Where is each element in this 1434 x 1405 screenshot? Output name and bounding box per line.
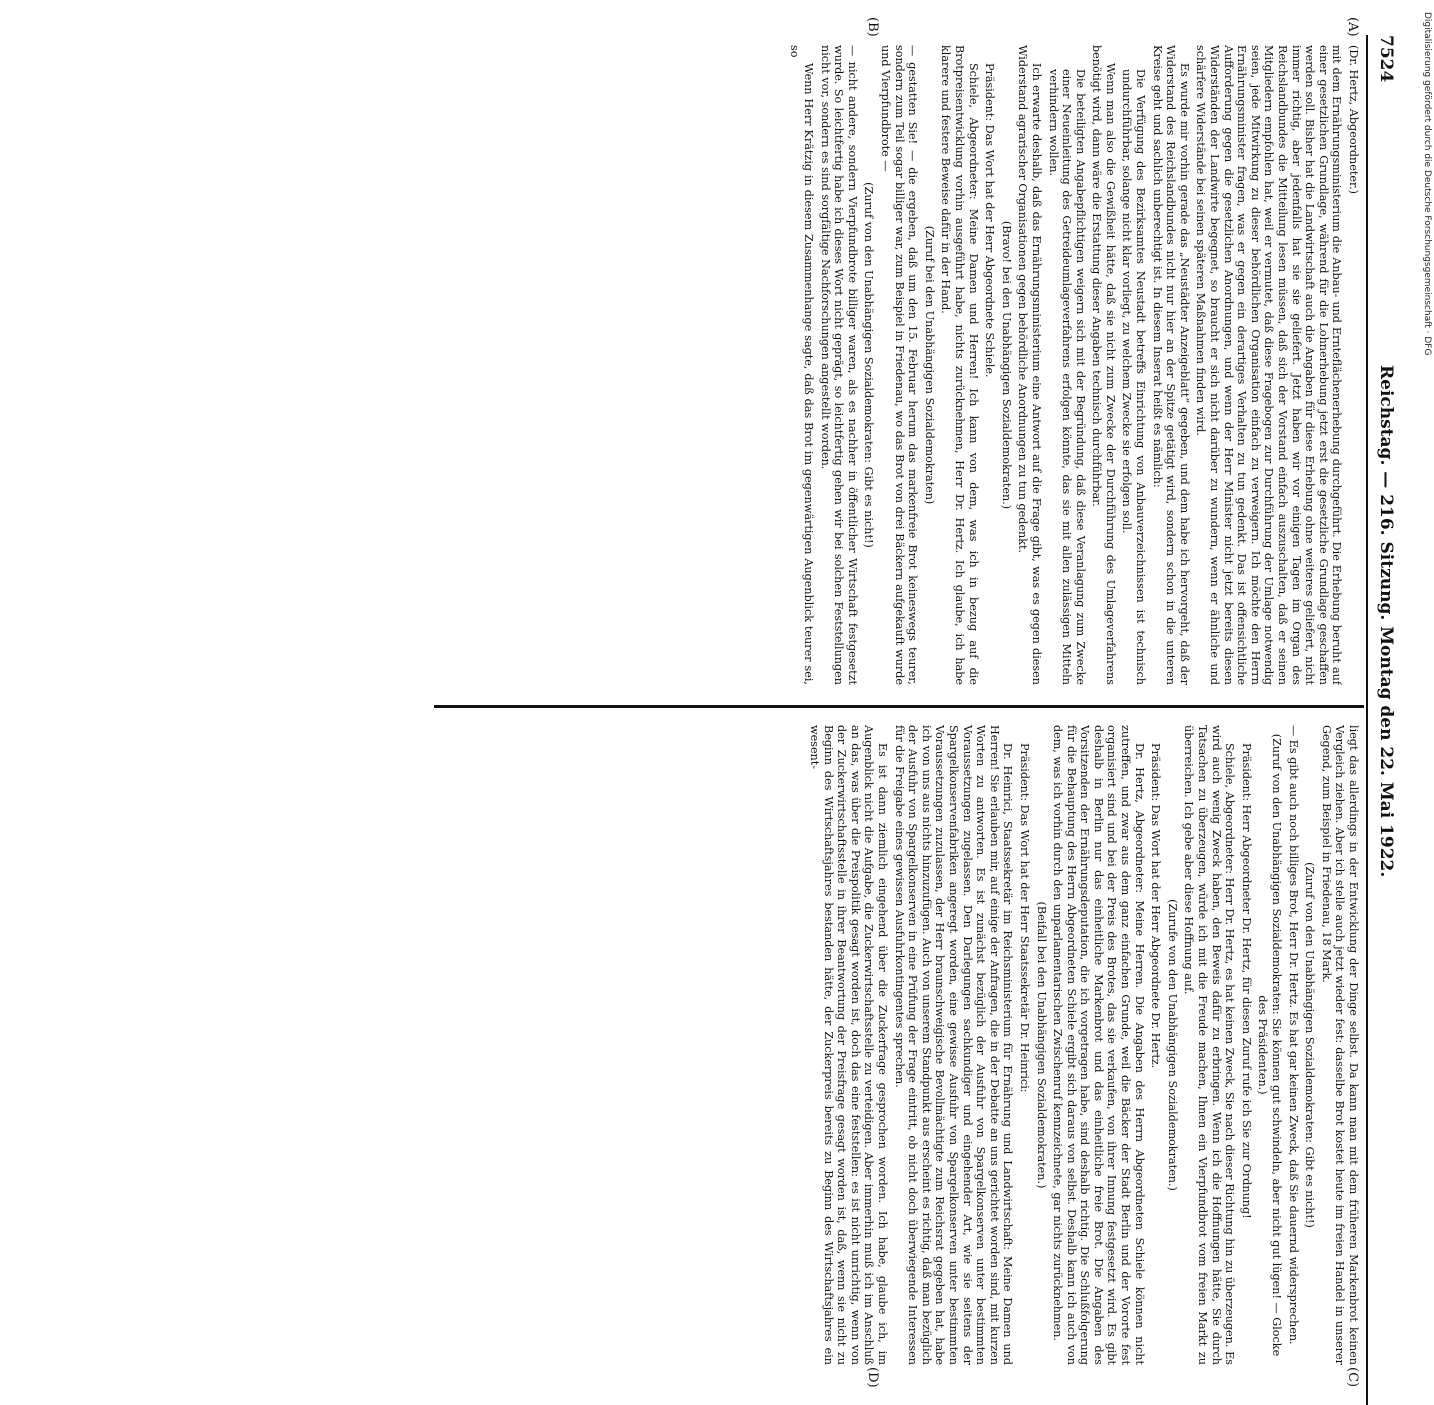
page-header — [1370, 35, 1400, 1405]
paragraph: (Zuruf von den Unabhängigen Sozialdemokraten: Gibt es nicht!) — [1303, 862, 1317, 1228]
paragraph: (Zuruf bei den Unabhängigen Sozialdemokraten) — [922, 225, 936, 505]
paragraph: Ich erwarte deshalb, daß das Ernährungsministerium eine Antwort auf die Frage gibt, was es gegen diesen Widerstand agrarischer Organisationen gegen behördliche Anordnungen zu tun gedenkt. — [1016, 45, 1043, 685]
margin-letter-a: (A) — [1345, 17, 1360, 37]
column-divider — [434, 705, 1364, 708]
page-number: 7524 — [1376, 35, 1396, 83]
paragraph: Präsident: Das Wort hat der Herr Abgeordnete Schiele. — [983, 63, 997, 378]
rotated-page-content — [0, 15, 1400, 1388]
paragraph: Schiele, Abgeordneter: Herr Dr. Hertz, es hat keinen Zweck, Sie nach dieser Richtung hin zu überzeugen. Es wird auch wenig Zweck haben, den Beweis dafür zu erbringen. Wenn ich die Hoffnungen hätte, Sie durch Tatsachen zu überzeugen, würde ich mit die Freude machen, Ihnen ein Vierpfundbrot vom freien Markt zu überreichen. Ich gebe aber diese Hoffnung auf. — [1182, 725, 1237, 1365]
dfg-side-note — [1418, 12, 1434, 992]
paragraph: (Zurufe von den Unabhängigen Sozialdemokraten.) — [1165, 899, 1179, 1191]
paragraph: Präsident: Das Wort hat der Herr Staatssekretär Dr. Heinrici: — [1017, 743, 1031, 1093]
dfg-side-note-text: Digitalisierung gefördert durch die Deutsche Forschungsgemeinschaft · DFG — [1422, 12, 1432, 356]
header-rule — [1366, 35, 1368, 1405]
page-title: Reichstag. — 216. Sitzung. Montag den 22. Mai 1922. — [1376, 365, 1396, 878]
margin-letter-b: (B) — [865, 17, 880, 37]
paragraph: Schiele, Abgeordneter: Meine Damen und Herren! Ich kann von dem, was ich in bezug auf die Brotpreisentwicklung vorhin ausgeführt habe, nichts zurücknehmen, Herr Dr. Hertz. Ich glaube, ich habe klarere und festere Beweise dafür in der Hand. — [939, 45, 980, 685]
paragraph: — gestatten Sie! — die ergeben, daß um den 15. Februar herum das markenfreie Brot keineswegs teurer, sondern zum Teil sogar billiger war, zum Beispiel in Friedenau, wo das Brot von drei Bäckern aufgekauft wurde und Vierpfundbrote — — [879, 45, 920, 685]
text-column-right — [440, 725, 1360, 1365]
paragraph: Die Verfügung des Bezirksamtes Neustadt betreffs Einrichtung von Anbauverzeichnissen ist technisch undurchführbar, solange nicht klar vorliegt, zu welchem Zwecke sie erfolgen soll. — [1120, 69, 1148, 685]
paragraph: (Bravo! bei den Unabhängigen Sozialdemokraten.) — [999, 220, 1013, 510]
paragraph: Präsident: Herr Abgeordneter Dr. Hertz, für diesen Zuruf rufe ich Sie zur Ordnung! — [1239, 743, 1253, 1219]
text-column-left — [440, 45, 1360, 685]
paragraph: Wenn man also die Gewißheit hätte, daß sie nicht zum Zwecke der Durchführung des Umlageverfahrens benötigt wird, dann wäre die Erstattung dieser Angaben technisch durchführbar. — [1090, 45, 1117, 685]
paragraph: (Beifall bei den Unabhängigen Sozialdemokraten.) — [1034, 901, 1048, 1189]
margin-letter-d: (D) — [865, 1367, 880, 1388]
paragraph: Die beteiligten Angabepflichtigen weigern sich mit der Begründung, daß diese Veranlagung zum Zwecke einer Neueinleitung des Getreideumlageverfahrens erfolgen könnte, das sie mit allen zulässigen Mitteln verhindern wollen. — [1046, 69, 1087, 685]
paragraph: Es ist dann ziemlich eingehend über die Zuckerfrage gesprochen worden. Ich habe, glaube ich, im Augenblick nicht die Aufgabe, die Zuckerwirtschaftsstelle zu verteidigen. Aber immerhin muß ich im Anschluß an das, was über die Preispolitik gesagt worden ist, doch das eine feststellen: es ist nicht unrichtig, wenn von der Zuckerwirtschaftsstelle in ihrer Beantwortung der Preisfrage gesagt worden ist, daß, wenn sie nicht zu Beginn des Wirtschaftsjahres bestanden hätte, der Zuckerpreis bereits zu Beginn des Wirtschaftsjahres ein wesent- — [808, 725, 889, 1365]
paragraph: — Es gibt auch noch billiges Brot, Herr Dr. Hertz. Es hat gar keinen Zweck, daß Sie dauernd widersprechen. — [1286, 725, 1300, 1345]
paragraph: — nicht andere, sondern Vierpfundbrote billiger waren, als es nachher in öffentlicher Wirtschaft festgesetzt wurde. So leichtfertig habe ich dieses Wort nicht geprägt, so leichtfertig gehen wir bei solchen Feststellungen nicht vor, sondern es sind sorgfältige Nachforschungen angestellt worden. — [818, 45, 859, 685]
paragraph: (Zuruf von den Unabhängigen Sozialdemokraten: Gibt es nicht!) — [862, 182, 876, 548]
margin-letter-c: (C) — [1345, 1367, 1360, 1388]
paragraph: (Dr. Hertz, Abgeordneter.) — [1347, 45, 1360, 195]
paragraph: (Zuruf von den Unabhängigen Sozialdemokraten: Sie können gut schwindeln, aber nicht gut lügen! — Glocke des Präsidenten.) — [1256, 733, 1284, 1357]
paragraph: Es wurde mir vorhin gerade das „Neustädter Anzeigeblatt“ gegeben, und dem habe ich hervorgeht, daß der Widerstand des Reichslandbundes nicht nur hier an der Spitze getätigt wird, sondern schon in die unteren Kreise geht und sachlich unberechtigt ist. In diesem Inserat heißt es nämlich: — [1150, 45, 1191, 685]
paragraph: mit dem Ernährungsministerium die Anbau- und Ernteflächenerhebung durchgeführt. Die Erhebung beruht auf einer gesetzlichen Grundlage, während für die Lohnerhebung jetzt erst die gesetzliche Grundlage geschaffen werden soll. Bisher hat die Landwirtschaft auch die Angaben für diese Erhebung ohne weiteres geliefert, nicht immer richtig, aber jedenfalls hat sie sie geliefert. Jetzt haben wir vor einigen Tagen im Organ des Reichslandbundes die Mitteilung lesen müssen, daß sich der Vorstand einfach auszuschalten, daß er seinen Mitgliedern empfohlen hat, weil er vermutet, daß diese Fragebogen zur Durchführung der Umlage notwendig seien, jede Mitwirkung zu dieser behördlichen Organisation einfach zu verweigern. Ich möchte den Herrn Ernährungsminister fragen, was er gegen ein derartiges Verhalten zu tun gedenkt. Das ist offensichtliche Aufforderung gegen die gesetzlichen Anordnungen, und wenn der Herr Minister nicht jetzt bereits diesen Widerständen der Landwirte begegnet, so braucht er sich nicht darüber zu wundern, wenn er ähnliche und schärfere Widerstände bei seinen späteren Maßnahmen finden wird. — [1194, 45, 1344, 685]
paragraph: Wenn Herr Krätzig in diesem Zusammenhange sagte, daß das Brot im gegenwärtigen Augenblick teurer sei, so — [788, 45, 816, 685]
paragraph: Dr. Hertz, Abgeordneter: Meine Herren. Die Angaben des Herrn Abgeordneten Schiele können nicht zutreffen, und zwar aus dem ganz einfachen Grunde, weil die Bäcker der Stadt Berlin und der Vororte fest organisiert sind und bei der Preis des Brotes, das sie verkaufen, von ihrer Innung festgesetzt wird. Es gibt deshalb in Berlin nur das einheitliche Markenbrot und das einheitliche freie Brot. Die Angaben des Vorsitzenden der Ernährungsdeputation, die ich vorgetragen habe, sind deshalb richtig. Die Schlußfolgerung für die Behauptung des Herrn Abgeordneten Schiele ergibt sich daraus von selbst. Deshalb kann ich auch von dem, was ich vorhin durch den unparlamentarischen Zwischenruf kennzeichnete, gar nichts zurücknehmen. — [1051, 725, 1146, 1365]
paragraph: Präsident: Das Wort hat der Herr Abgeordnete Dr. Hertz. — [1149, 743, 1163, 1069]
paragraph: liegt das allerdings in der Entwicklung der Dinge selbst. Da kann man mit dem früheren Markenbrot keinen Vergleich ziehen. Aber ich stelle auch jetzt wieder fest: dasselbe Brot kostet heute im freien Handel in unserer Gegend, zum Beispiel in Friedenau, 18 Mark. — [1319, 725, 1360, 1365]
paragraph: Dr. Heinrici, Staatssekretär im Reichsministerium für Ernährung und Landwirtschaft: Meine Damen und Herren! Sie erlauben mir, auf einige der Anfragen, die in der Debatte an uns gerichtet worden sind, mit kurzen Worten zu antworten. Es ist zunächst bezüglich der Ausfuhr von Spargelkonserven unter bestimmten Voraussetzungen zugelassen. Den Darlegungen sachkundiger und eingehender Art, wie sie seitens der Spargelkonservenfabriken angeregt worden, eine gewisse Ausfuhr von Spargelkonserven unter bestimmten Voraussetzungen zuzulassen, der Herr braunschweigische Bevollmächtigte zum Reichsrat gegeben hat, habe ich von uns aus nichts hinzuzufügen. Auch von unserem Standpunkt aus erscheint es richtig, daß man bezüglich der Ausfuhr von Spargelkonserven in eine Prüfung der Frage eintritt, ob nicht doch überwiegende Interessen für die Freigabe eines gewissen Ausfuhrkontingentes sprechen. — [892, 725, 1015, 1365]
